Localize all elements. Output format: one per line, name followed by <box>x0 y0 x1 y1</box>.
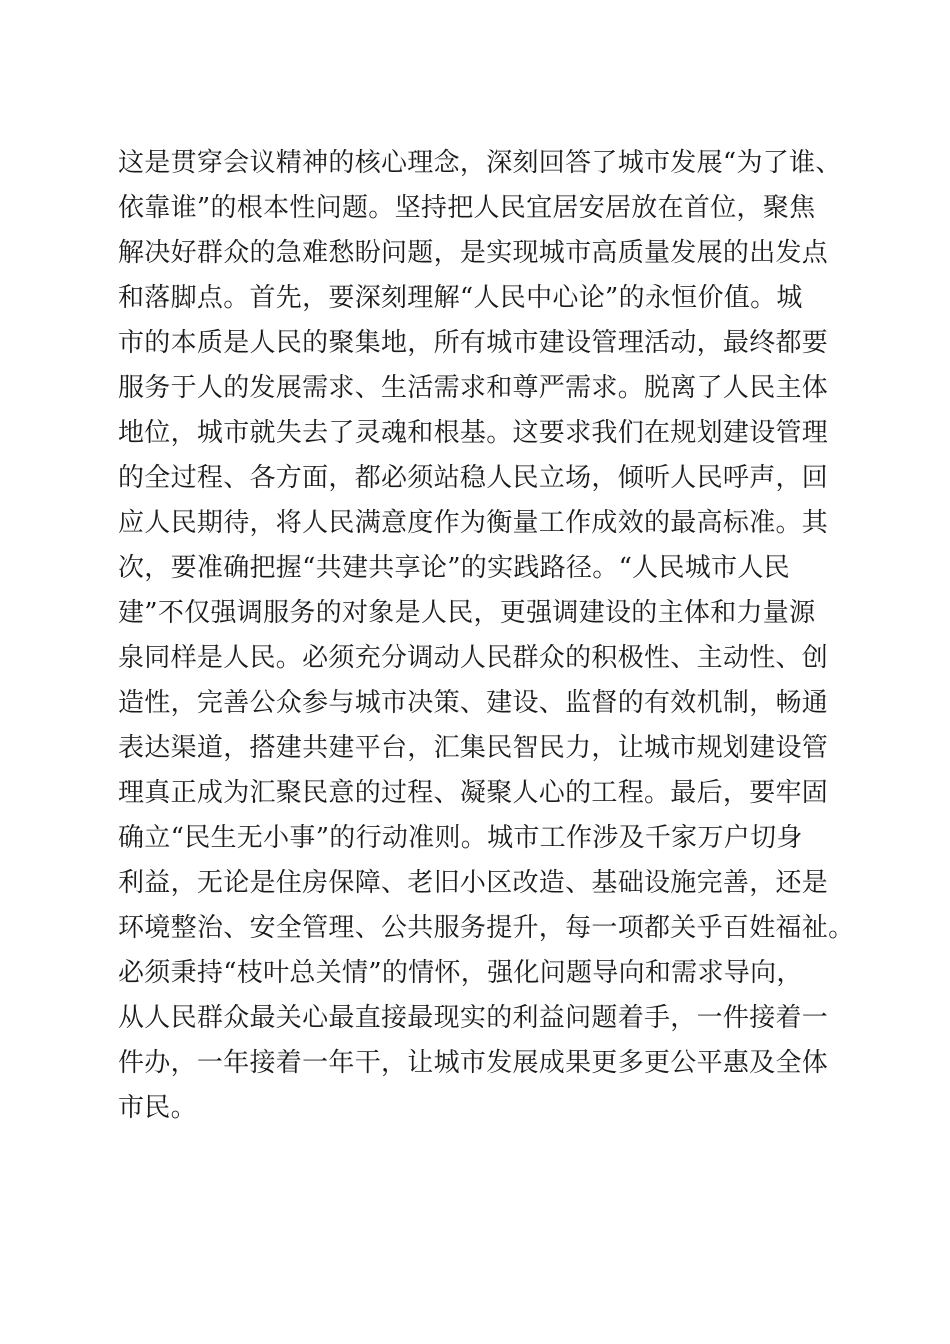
text-line: 表达渠道，搭建共建平台，汇集民智民力，让城市规划建设管 <box>118 733 829 763</box>
text-line: 环境整治、安全管理、公共服务提升，每一项都关乎百姓福祉。 <box>118 913 855 943</box>
text-line: 地位，城市就失去了灵魂和根基。这要求我们在规划建设管理 <box>118 418 829 448</box>
text-line: 件办，一年接着一年干，让城市发展成果更多更公平惠及全体 <box>118 1048 829 1078</box>
text-line: 理真正成为汇聚民意的过程、凝聚人心的工程。最后，要牢固 <box>118 778 829 808</box>
text-line: 次，要准确把握“共建共享论”的实践路径。“人民城市人民 <box>118 553 790 583</box>
text-line: 解决好群众的急难愁盼问题，是实现城市高质量发展的出发点 <box>118 238 829 268</box>
text-line: 这是贯穿会议精神的核心理念，深刻回答了城市发展“为了谁、 <box>118 148 842 178</box>
text-line: 从人民群众最关心最直接最现实的利益问题着手，一件接着一 <box>118 1003 829 1033</box>
text-line: 必须秉持“枝叶总关情”的情怀，强化问题导向和需求导向， <box>118 958 803 988</box>
body-paragraph <box>118 141 855 1131</box>
text-line: 依靠谁”的根本性问题。坚持把人民宜居安居放在首位，聚焦 <box>118 193 816 223</box>
text-line: 市民。 <box>118 1093 197 1123</box>
text-line: 确立“民生无小事”的行动准则。城市工作涉及千家万户切身 <box>118 823 803 853</box>
text-line: 的全过程、各方面，都必须站稳人民立场，倾听人民呼声，回 <box>118 463 829 493</box>
text-line: 泉同样是人民。必须充分调动人民群众的积极性、主动性、创 <box>118 643 829 673</box>
text-line: 应人民期待，将人民满意度作为衡量工作成效的最高标准。其 <box>118 508 829 538</box>
text-line: 建”不仅强调服务的对象是人民，更强调建设的主体和力量源 <box>118 598 816 628</box>
text-line: 服务于人的发展需求、生活需求和尊严需求。脱离了人民主体 <box>118 373 829 403</box>
text-line: 利益，无论是住房保障、老旧小区改造、基础设施完善，还是 <box>118 868 829 898</box>
text-line: 造性，完善公众参与城市决策、建设、监督的有效机制，畅通 <box>118 688 829 718</box>
text-line: 和落脚点。首先，要深刻理解“人民中心论”的永恒价值。城 <box>118 283 803 313</box>
text-line: 市的本质是人民的聚集地，所有城市建设管理活动，最终都要 <box>118 328 829 358</box>
